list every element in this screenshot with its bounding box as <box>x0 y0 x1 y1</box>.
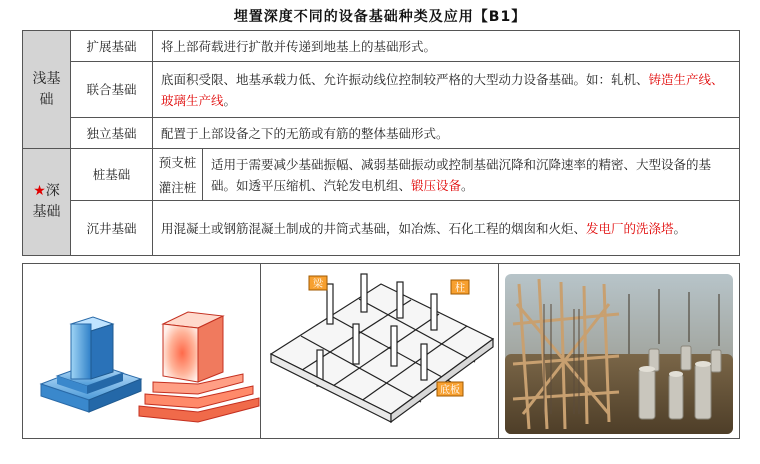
table-row <box>23 62 740 118</box>
illustration-strip <box>22 263 740 439</box>
type-cell: 独立基础 <box>71 118 153 149</box>
category-shallow: 浅基 础 <box>23 31 71 149</box>
star-icon: ★ <box>33 183 46 199</box>
label-column: 柱 <box>455 283 465 294</box>
label-slab: 底板 <box>440 385 460 396</box>
type-cell: 沉井基础 <box>71 201 153 256</box>
desc-cell: 用混凝土或钢筋混凝土制成的井筒式基础，如冶炼、石化工程的烟囱和火炬、发电厂的洗涤塔。 <box>153 201 740 256</box>
table-row <box>23 118 740 149</box>
table-row <box>23 149 740 201</box>
category-deep: ★深 基础 <box>23 149 71 256</box>
construction-site-photo <box>499 264 739 438</box>
table-row <box>23 31 740 62</box>
desc-cell: 底面积受限、地基承载力低、允许振动线位控制较严格的大型动力设备基础。如：轧机、铸造生产线、玻璃生产线。 <box>153 62 740 118</box>
foundation-models-illustration <box>23 264 261 438</box>
desc-cell: 配置于上部设备之下的无筋或有筋的整体基础形式。 <box>153 118 740 149</box>
type-cell: 扩展基础 <box>71 31 153 62</box>
type-cell: 联合基础 <box>71 62 153 118</box>
desc-cell: 将上部荷载进行扩散并传递到地基上的基础形式。 <box>153 31 740 62</box>
raft-foundation-diagram <box>261 264 499 438</box>
table-row <box>23 201 740 256</box>
desc-cell: 适用于需要减少基础振幅、减弱基础振动或控制基础沉降和沉降速率的精密、大型设备的基础。如透平压缩机、汽轮发电机组、锻压设备。 <box>203 149 740 201</box>
foundation-table <box>22 30 740 256</box>
type-cell: 桩基础 <box>71 149 153 201</box>
label-beam: 梁 <box>313 279 323 290</box>
pile-subtypes: 预支桩 灌注桩 <box>153 149 203 201</box>
page-title: 埋置深度不同的设备基础种类及应用【B1】 <box>233 9 527 25</box>
